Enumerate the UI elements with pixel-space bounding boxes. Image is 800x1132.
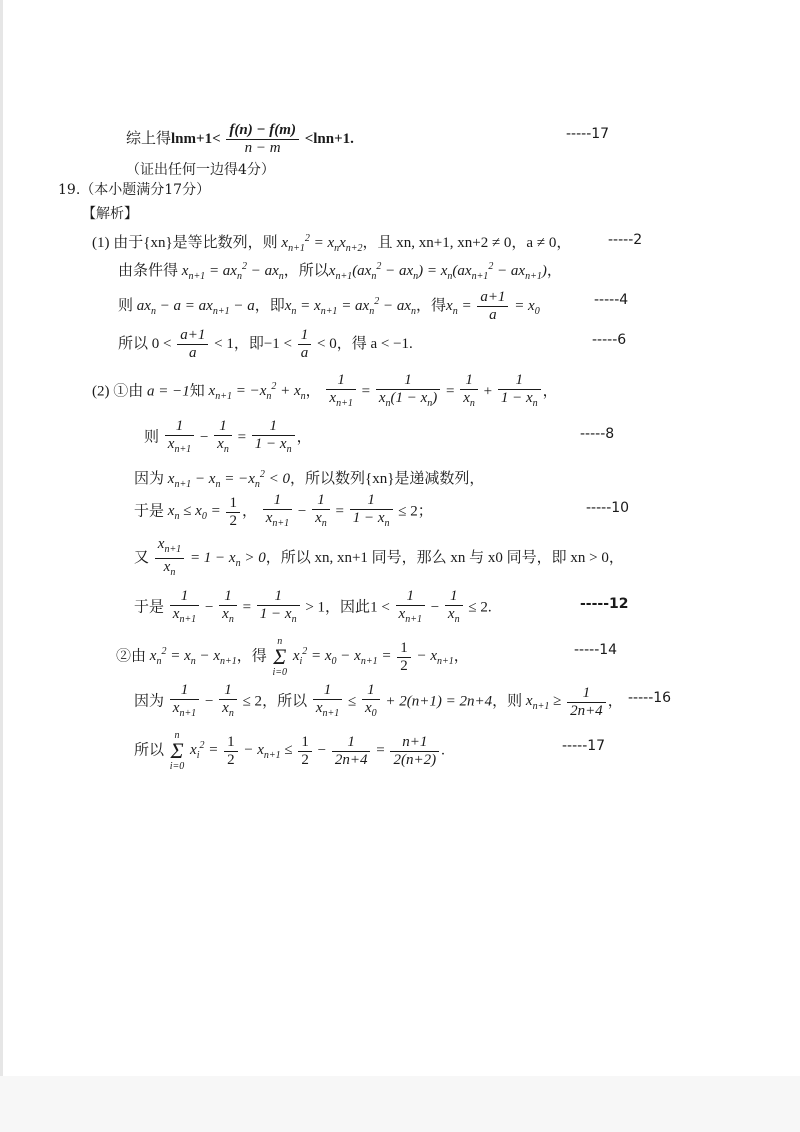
score-mark-12: -----12 <box>580 596 629 612</box>
page-footer-band <box>0 1076 800 1132</box>
part1-line1: (1) 由于{xn}是等比数列，则 $x_{n+1}^2 = x_nx_{n+2}$，且 xn, xn+1, xn+2 ≠ 0，a ≠ 0， <box>92 233 572 254</box>
conclusion-fraction: $\frac{f(n) - f(m)}{n - m}$ <box>226 122 299 157</box>
part2-label: (2) <box>92 383 110 400</box>
part1-line4: 所以 0 < $\frac{a+1}{a}$ < 1，即−1 < $\frac{1}{a}$ < 0，得 a < −1. <box>118 327 413 361</box>
proof-note: （证出任何一边得4分） <box>126 162 275 178</box>
analysis-label: 【解析】 <box>82 206 138 222</box>
part2-line1: (2) ①由 a = −1知 $x_{n+1} = -x_n^2 + x_n$， $\frac{1}{x_{n+1}}$ = $\frac{1}{x_n(1 - x_n)}$ = $\frac{1}{x_n}$ + $\frac{1}{1 - x_n}$ ， <box>92 372 558 409</box>
page-edge <box>0 0 3 1132</box>
score-mark-16: -----16 <box>628 690 672 706</box>
conclusion-rhs: <lnn+1. <box>304 130 354 147</box>
score-mark-10: -----10 <box>586 500 630 516</box>
part2-line5: 又 $\frac{x_{n+1}}{x_n}$ = $1 - x_n > 0$，所以 xn, xn+1 同号，那么 xn 与 x0 同号，即 xn > 0， <box>134 536 624 578</box>
part1-label: (1) <box>92 235 110 251</box>
part2-line8: 因为 $\frac{1}{x_{n+1}}$ − $\frac{1}{x_n}$ ≤ 2，所以 $\frac{1}{x_{n+1}}$ ≤ $\frac{1}{x_0}$ + 2(n+1) = 2n+4，则 $x_{n+1}$ ≥ $\frac{1}{2n+4}$ ， <box>134 682 623 719</box>
part1-line3: 则 $ax_n - a = ax_{n+1} - a$，即$x_n = x_{n+1} = ax_n^2 - ax_n$，得$x_n$ = $\frac{a+1}{a}$ = $x_0$ <box>118 289 540 323</box>
score-mark-2: -----2 <box>608 232 643 248</box>
fraction-a-plus-1-over-a: $\frac{a+1}{a}$ <box>477 289 508 324</box>
conclusion-prefix: 综上得 <box>126 130 172 147</box>
part2-line9: 所以 n Σ i=0 $x_i^2$ = $\frac{1}{2}$ − $x_{n+1}$ ≤ $\frac{1}{2}$ − $\frac{1}{2n+4}$ = $\frac{n+1}{2(n+2)}$ . <box>134 730 445 772</box>
score-mark-17b: -----17 <box>562 738 606 754</box>
score-mark-17a: -----17 <box>566 126 610 142</box>
part2-line4: 于是 $x_n \le x_0$ = $\frac{1}{2}$ ， $\frac{1}{x_{n+1}}$ − $\frac{1}{x_n}$ = $\frac{1}{1 - x_n}$ ≤ 2； <box>134 492 433 529</box>
part2-line7: ②由 $x_n^2 = x_n - x_{n+1}$，得 n Σ i=0 $x_i^2 = x_0 - x_{n+1}$ = $\frac{1}{2}$ − $x_{n+1}$， <box>116 636 469 678</box>
part2-line3: 因为 $x_{n+1} - x_n = -x_n^2 < 0$，所以数列{xn}是递减数列， <box>134 469 485 490</box>
part2-line2: 则 $\frac{1}{x_{n+1}}$ − $\frac{1}{x_n}$ = $\frac{1}{1 - x_n}$ ， <box>144 418 312 455</box>
part1-line2: 由条件得 $x_{n+1} = ax_n^2 - ax_n$，所以$x_{n+1}(ax_n^2 - ax_n) = x_n(ax_{n+1}^2 - ax_{n+1})$， <box>118 261 562 282</box>
part2-line6: 于是 $\frac{1}{x_{n+1}}$ − $\frac{1}{x_n}$ = $\frac{1}{1 - x_n}$ > 1，因此1 < $\frac{1}{x_{n+1}}$ − $\frac{1}{x_n}$ ≤ 2. <box>134 588 492 625</box>
score-mark-4: -----4 <box>594 292 629 308</box>
score-mark-6: -----6 <box>592 332 627 348</box>
conclusion-line: 综上得lnm+1< $\frac{f(n) - f(m)}{n - m}$ <lnn+1. <box>126 122 354 156</box>
question-19-heading: 19.（本小题满分17分） <box>58 182 211 198</box>
score-mark-14: -----14 <box>574 642 618 658</box>
score-mark-8: -----8 <box>580 426 615 442</box>
summation-symbol: n Σ i=0 <box>272 636 288 678</box>
